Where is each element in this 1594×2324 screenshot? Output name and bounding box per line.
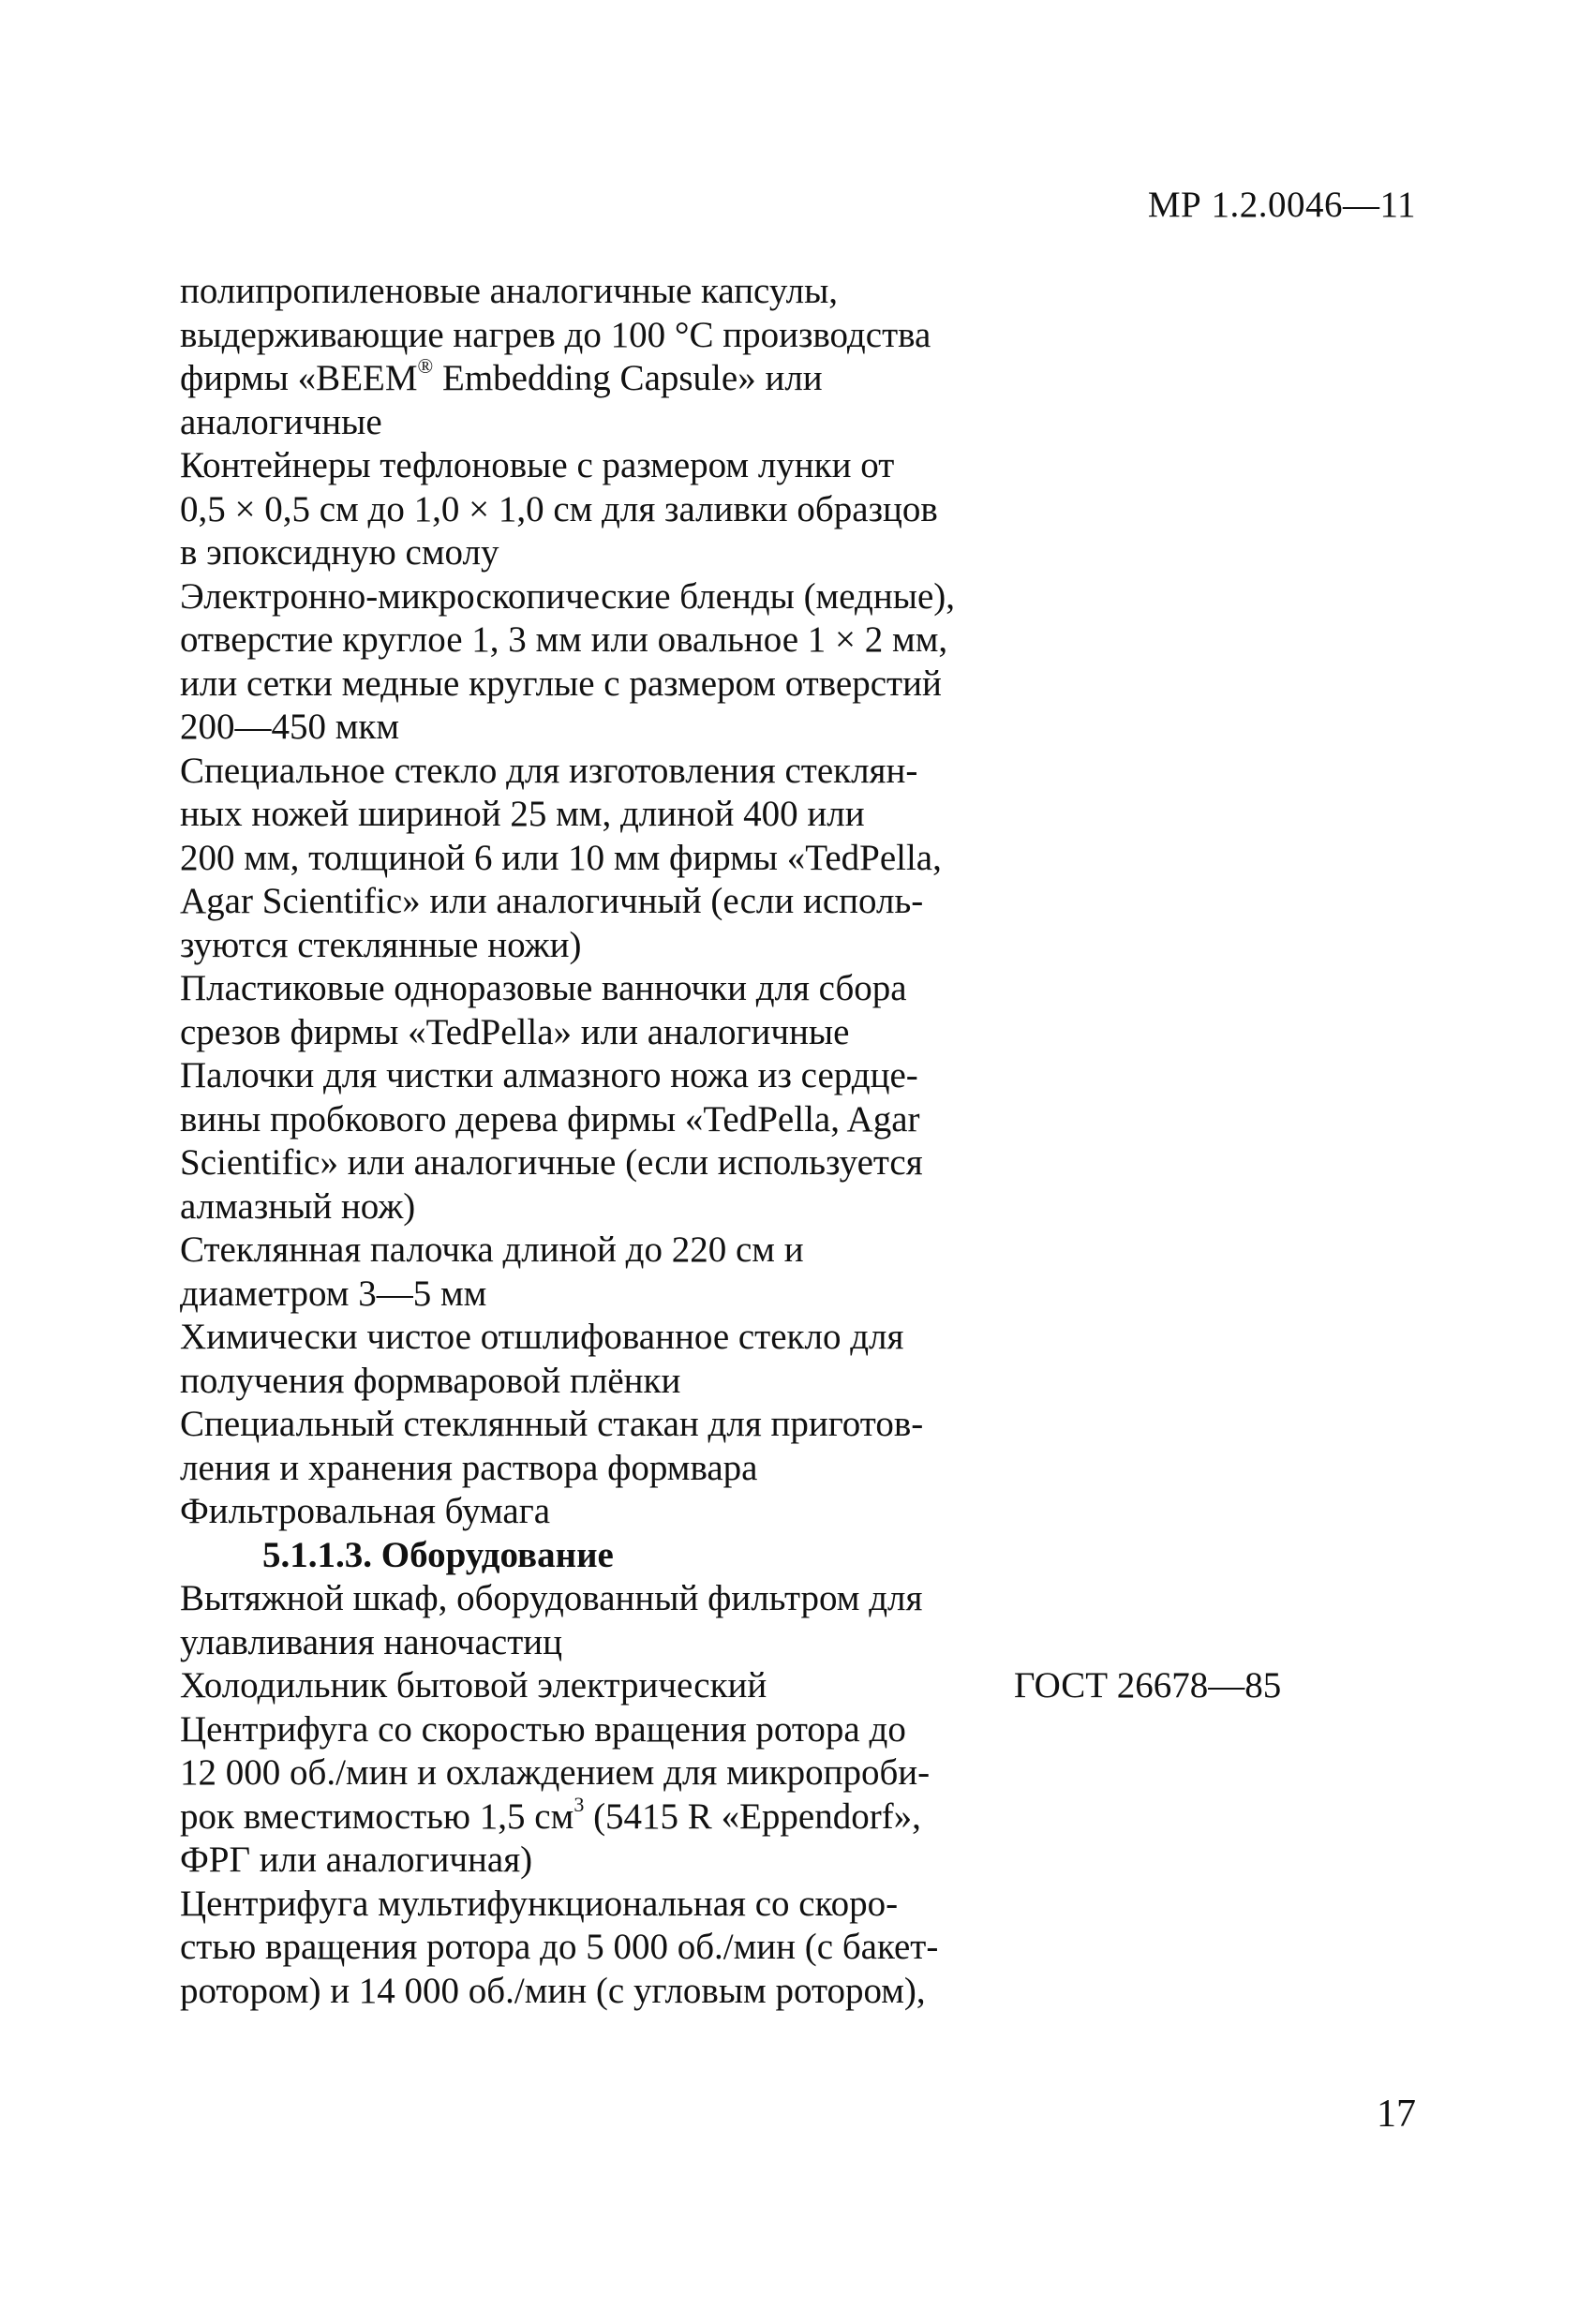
list-item — [180, 1316, 1408, 1403]
item-text: Контейнеры тефлоновые с размером лунки от 0,5 × 0,5 см до 1,0 × 1,0 см для заливки образцов в эпоксидную смолу — [180, 445, 938, 573]
list-item — [180, 270, 1408, 444]
item-text: Специальное стекло для изготовления стеклян- ных ножей шириной 25 мм, длиной 400 или 200 мм, толщиной 6 или 10 мм фирмы «TedPella, Agar Scientific» или аналогичный (если исполь- зуются стеклянные ножи) — [180, 750, 942, 965]
item-text: Фильтровальная бумага — [180, 1491, 551, 1531]
list-item — [180, 1229, 1408, 1316]
item-text: Центрифуга мультифункциональная со скоро- стью вращения ротора до 5 000 об./мин (с бакет- ротором) и 14 000 об./мин (с угловым ротором), — [180, 1883, 939, 2011]
item-text: Химически чистое отшлифованное стекло для получения формваровой плёнки — [180, 1317, 904, 1401]
list-item — [180, 1054, 1408, 1229]
equipment-list — [180, 270, 1408, 2013]
section-heading: 5.1.1.3. Оборудование — [262, 1534, 614, 1575]
list-item — [180, 444, 1408, 575]
standard-reference: ГОСТ 26678—85 — [1014, 1665, 1282, 1706]
item-text: Палочки для чистки алмазного ножа из сердце- вины пробкового дерева фирмы «TedPella, Agar Scientific» или аналогичные (если используется алмазный нож) — [180, 1055, 923, 1227]
item-text: Стеклянная палочка длиной до 220 см и диаметром 3—5 мм — [180, 1229, 804, 1314]
page-number: 17 — [1377, 2093, 1416, 2136]
list-item — [180, 1708, 1408, 1883]
list-item — [180, 1664, 1408, 1708]
list-item — [180, 575, 1408, 750]
list-item — [180, 967, 1408, 1054]
item-text: Специальный стеклянный стакан для приготов- ления и хранения раствора формвара — [180, 1404, 924, 1488]
item-text: Центрифуга со скоростью вращения ротора до 12 000 об./мин и охлаждением для микропроби- рок вместимостью 1,5 $см^3$ (5415 R «Eppendorf», ФРГ или аналогичная) — [180, 1708, 931, 1880]
item-text: Вытяжной шкаф, оборудованный фильтром для улавливания наночастиц — [180, 1578, 923, 1662]
item-text: полипропиленовые аналогичные капсулы, выдерживающие нагрев до 100 °С производства фирмы «BEEM® Embedding Capsule» или аналогичные — [180, 271, 931, 442]
list-item — [180, 1403, 1408, 1490]
item-text: Электронно-микроскопические бленды (медные), отверстие круглое 1, 3 мм или овальное 1 × 2 мм, или сетки медные круглые с размером отверстий 200—450 мкм — [180, 575, 955, 747]
item-text: Пластиковые одноразовые ванночки для сбора срезов фирмы «TedPella» или аналогичные — [180, 968, 907, 1052]
cubic-superscript: 3 — [574, 1792, 585, 1816]
document-code-header: МР 1.2.0046—11 — [1147, 185, 1416, 225]
registered-mark: ® — [417, 354, 434, 378]
list-item — [180, 750, 1408, 968]
item-text: Холодильник бытовой электрический — [180, 1665, 767, 1706]
list-item — [180, 1883, 1408, 2014]
list-item — [180, 1490, 1408, 1534]
list-item — [180, 1577, 1408, 1664]
